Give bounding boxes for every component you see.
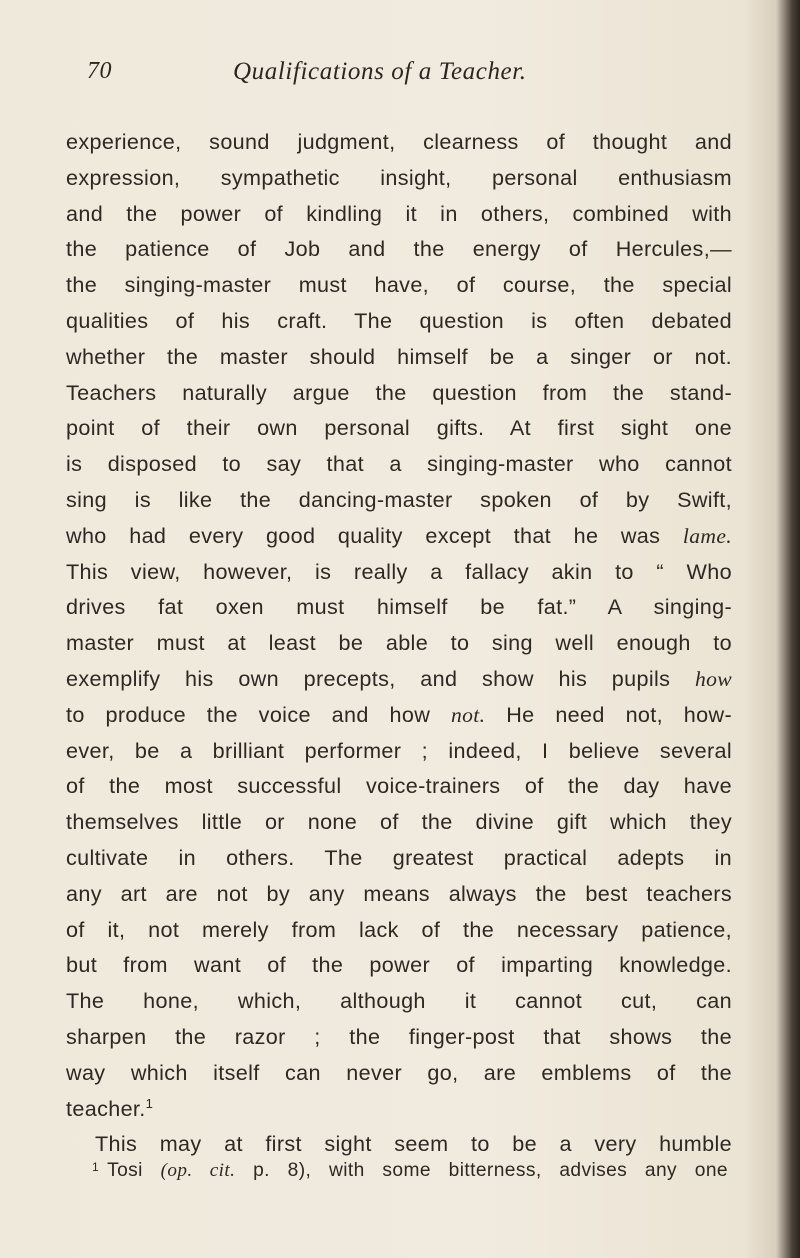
page-number: 70 <box>87 58 112 84</box>
body-text <box>66 124 732 1162</box>
text-line: but from want of the power of imparting knowledge. <box>66 952 732 978</box>
text-segment: to produce the voice and how <box>66 701 431 727</box>
footnote-mark: 1 <box>92 1160 100 1174</box>
text-line: The hone, which, although it cannot cut, can <box>66 988 732 1014</box>
text-line: any art are not by any means always the best teachers <box>66 880 732 906</box>
text-line: of the most successful voice-trainers of the day have <box>66 773 732 799</box>
text-line: expression, sympathetic insight, personal enthusiasm <box>66 164 732 190</box>
italic-word: lame. <box>682 523 732 548</box>
text-line: This may at first sight seem to be a very humble <box>95 1131 732 1157</box>
text-line: point of their own personal gifts. At first sight one <box>66 415 732 441</box>
text-line: Teachers naturally argue the question from the stand- <box>66 379 732 405</box>
text-line: experience, sound judgment, clearness of thought and <box>66 129 732 154</box>
text-line: master must at least be able to sing well enough to <box>66 630 732 656</box>
text-line: sharpen the razor ; the finger-post that shows the <box>66 1023 732 1049</box>
text-line: qualities of his craft. The question is often debated <box>66 307 732 333</box>
text-line: drives fat oxen must himself be fat.” A singing- <box>66 594 732 620</box>
footnote-reference: 1 <box>145 1095 154 1111</box>
text-segment: He need not, how- <box>506 701 732 727</box>
footnote <box>92 1151 728 1187</box>
text-line: ever, be a brilliant performer ; indeed, I believe several <box>66 737 732 763</box>
text-line <box>66 661 732 697</box>
text-line: of it, not merely from lack of the necessary patience, <box>66 916 732 942</box>
text-line: the patience of Job and the energy of Hercules,— <box>66 236 732 262</box>
text-line: is disposed to say that a singing-master who cannot <box>66 451 732 477</box>
text-line: whether the master should himself be a singer or not. <box>66 343 732 369</box>
text-line <box>66 518 732 554</box>
text-line <box>66 697 732 733</box>
text-line: the singing-master must have, of course, the special <box>66 272 732 298</box>
text-line: sing is like the dancing-master spoken of by Swift, <box>66 486 732 512</box>
text-line: and the power of kindling it in others, combined with <box>66 200 732 226</box>
text-segment: exemplify his own precepts, and show his pupils <box>66 665 671 691</box>
text-segment: teacher. <box>66 1095 146 1121</box>
text-line: cultivate in others. The greatest practical adepts in <box>66 844 732 870</box>
text-segment: who had every good quality except that he was <box>66 522 661 548</box>
text-line <box>66 1091 732 1127</box>
running-header <box>87 58 747 92</box>
text-line: way which itself can never go, are emblems of the <box>66 1059 732 1085</box>
footnote-author: Tosi <box>107 1160 143 1181</box>
text-line: This view, however, is really a fallacy akin to “ Who <box>66 558 732 584</box>
footnote-citation: (op. cit. <box>160 1160 236 1181</box>
running-title: Qualifications of a Teacher. <box>233 58 527 85</box>
italic-word: not. <box>451 702 486 727</box>
text-line: themselves little or none of the divine gift which they <box>66 809 732 835</box>
footnote-text: p. 8), with some bitterness, advises any one <box>253 1160 729 1181</box>
italic-word: how <box>694 666 732 691</box>
